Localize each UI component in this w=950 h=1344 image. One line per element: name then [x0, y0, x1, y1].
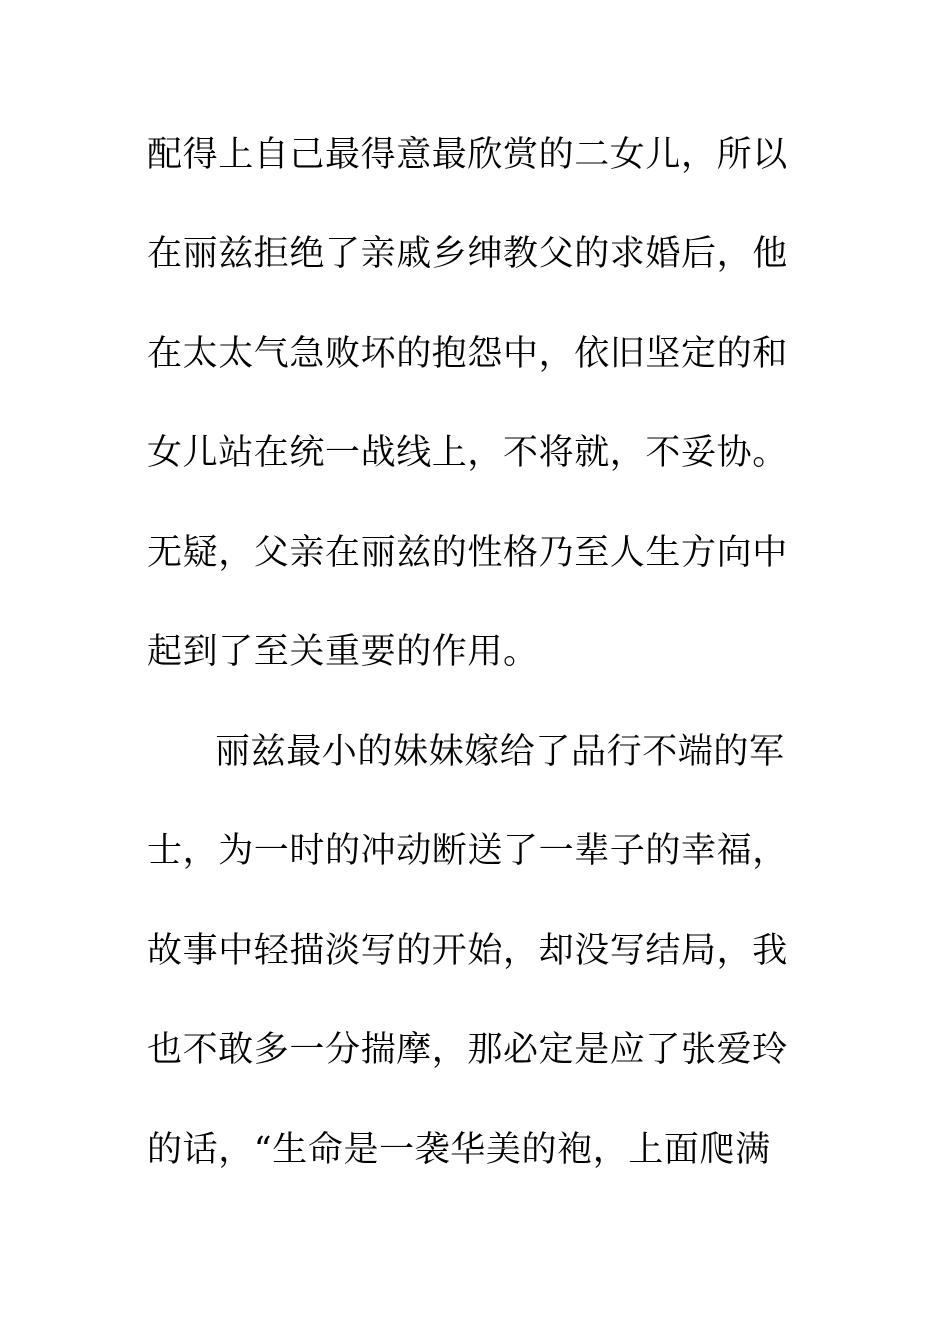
text-line: 配得上自己最得意最欣赏的二女儿，所以 [147, 135, 788, 175]
text-line: 在丽兹拒绝了亲戚乡绅教父的求婚后，他 [147, 234, 788, 274]
text-line: 的话，“生命是一袭华美的袍，上面爬满 [147, 1130, 771, 1170]
text-line: 女儿站在统一战线上，不将就，不妥协。 [147, 433, 788, 473]
text-line: 也不敢多一分揣摩，那必定是应了张爱玲 [147, 1030, 788, 1070]
text-line: 在太太气急败坏的抱怨中，依旧坚定的和 [147, 334, 788, 374]
text-line: 起到了至关重要的作用。 [147, 632, 539, 672]
text-line: 故事中轻描淡写的开始，却没写结局，我 [147, 931, 788, 971]
paragraph-first-line: 丽兹最小的妹妹嫁给了品行不端的军 [215, 732, 785, 772]
text-line: 无疑，父亲在丽兹的性格乃至人生方向中 [147, 533, 788, 573]
text-line: 士，为一时的冲动断送了一辈子的幸福， [147, 831, 788, 871]
